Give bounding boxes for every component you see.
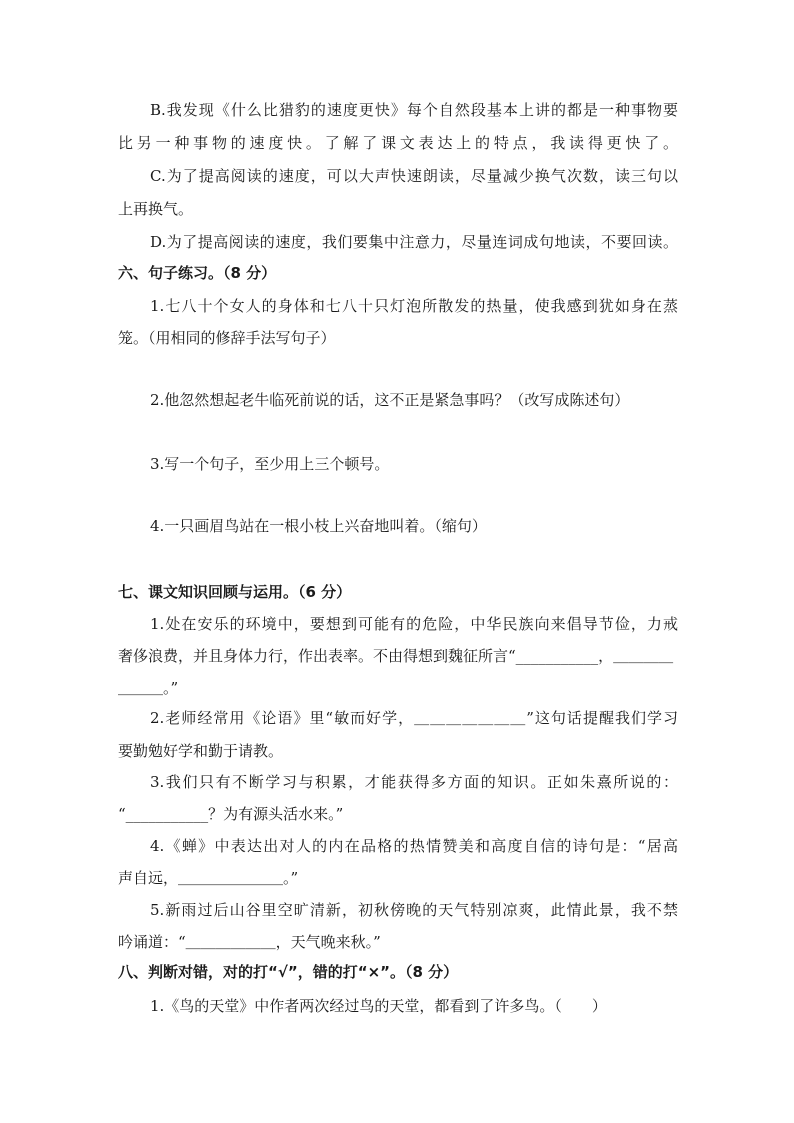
option-b-line1: B.我发现《什么比猎豹的速度更快》每个自然段基本上讲的都是一种事物要	[150, 101, 678, 119]
q6-2: 2.他忽然想起老牛临死前说的话，这不正是紧急事吗？（改写成陈述句）	[150, 391, 630, 409]
section-7-heading: 七、课文知识回顾与运用。（6 分）	[118, 583, 352, 601]
q6-4: 4.一只画眉鸟站在一根小枝上兴奋地叫着。（缩句）	[150, 517, 487, 535]
q8-1: 1.《鸟的天堂》中作者两次经过鸟的天堂，都看到了许多鸟。（ ）	[150, 997, 607, 1015]
option-c-line1: C.为了提高阅读的速度，可以大声快速朗读，尽量减少换气次数，读三句以	[150, 167, 678, 185]
option-c-line2: 上再换气。	[118, 200, 194, 218]
q7-4-line1: 4.《蝉》中表达出对人的内在品格的热情赞美和高度自信的诗句是：“居高	[150, 837, 678, 855]
q7-3-line1: 3.我们只有不断学习与积累，才能获得多方面的知识。正如朱熹所说的：	[150, 773, 678, 791]
q7-1-line1: 1.处在安乐的环境中，要想到可能有的危险，中华民族向来倡导节俭，力戒	[150, 615, 678, 633]
q7-1-line2: 奢侈浪费，并且身体力行，作出表率。不由得想到魏征所言“___________，＿＿＿＿	[118, 647, 674, 665]
q7-5-line2: 吟诵道：“＿＿＿＿＿＿，天气晚来秋。”	[118, 933, 381, 951]
q7-1-line3: ＿＿＿。”	[118, 679, 179, 697]
option-d-line1: D.为了提高阅读的速度，我们要集中注意力，尽量连词成句地读，不要回读。	[150, 233, 678, 251]
q7-3-line2: “___________？为有源头活水来。”	[118, 805, 344, 823]
q6-3: 3.写一个句子，至少用上三个顿号。	[150, 455, 390, 473]
q7-4-line2: 声自远，＿＿＿＿＿＿＿。”	[118, 869, 299, 887]
q6-1-line2: 笼。（用相同的修辞手法写句子）	[118, 329, 336, 347]
q7-5-line1: 5.新雨过后山谷里空旷清新，初秋傍晚的天气特别凉爽，此情此景，我不禁	[150, 901, 678, 919]
q7-2-line2: 要勤勉好学和勤于请教。	[118, 742, 284, 760]
section-6-heading: 六、句子练习。（8 分）	[118, 264, 277, 282]
option-b-line2: 比另一种事物的速度快。了解了课文表达上的特点，我读得更快了。	[118, 134, 678, 152]
q7-2-line1: 2.老师经常用《论语》里“敏而好学，＿＿＿＿＿＿＿”这句话提醒我们学习	[150, 709, 678, 727]
section-8-heading: 八、判断对错，对的打“√”，错的打“×”。（8 分）	[118, 963, 459, 981]
q6-1-line1: 1.七八十个女人的身体和七八十只灯泡所散发的热量，使我感到犹如身在蒸	[150, 297, 678, 315]
